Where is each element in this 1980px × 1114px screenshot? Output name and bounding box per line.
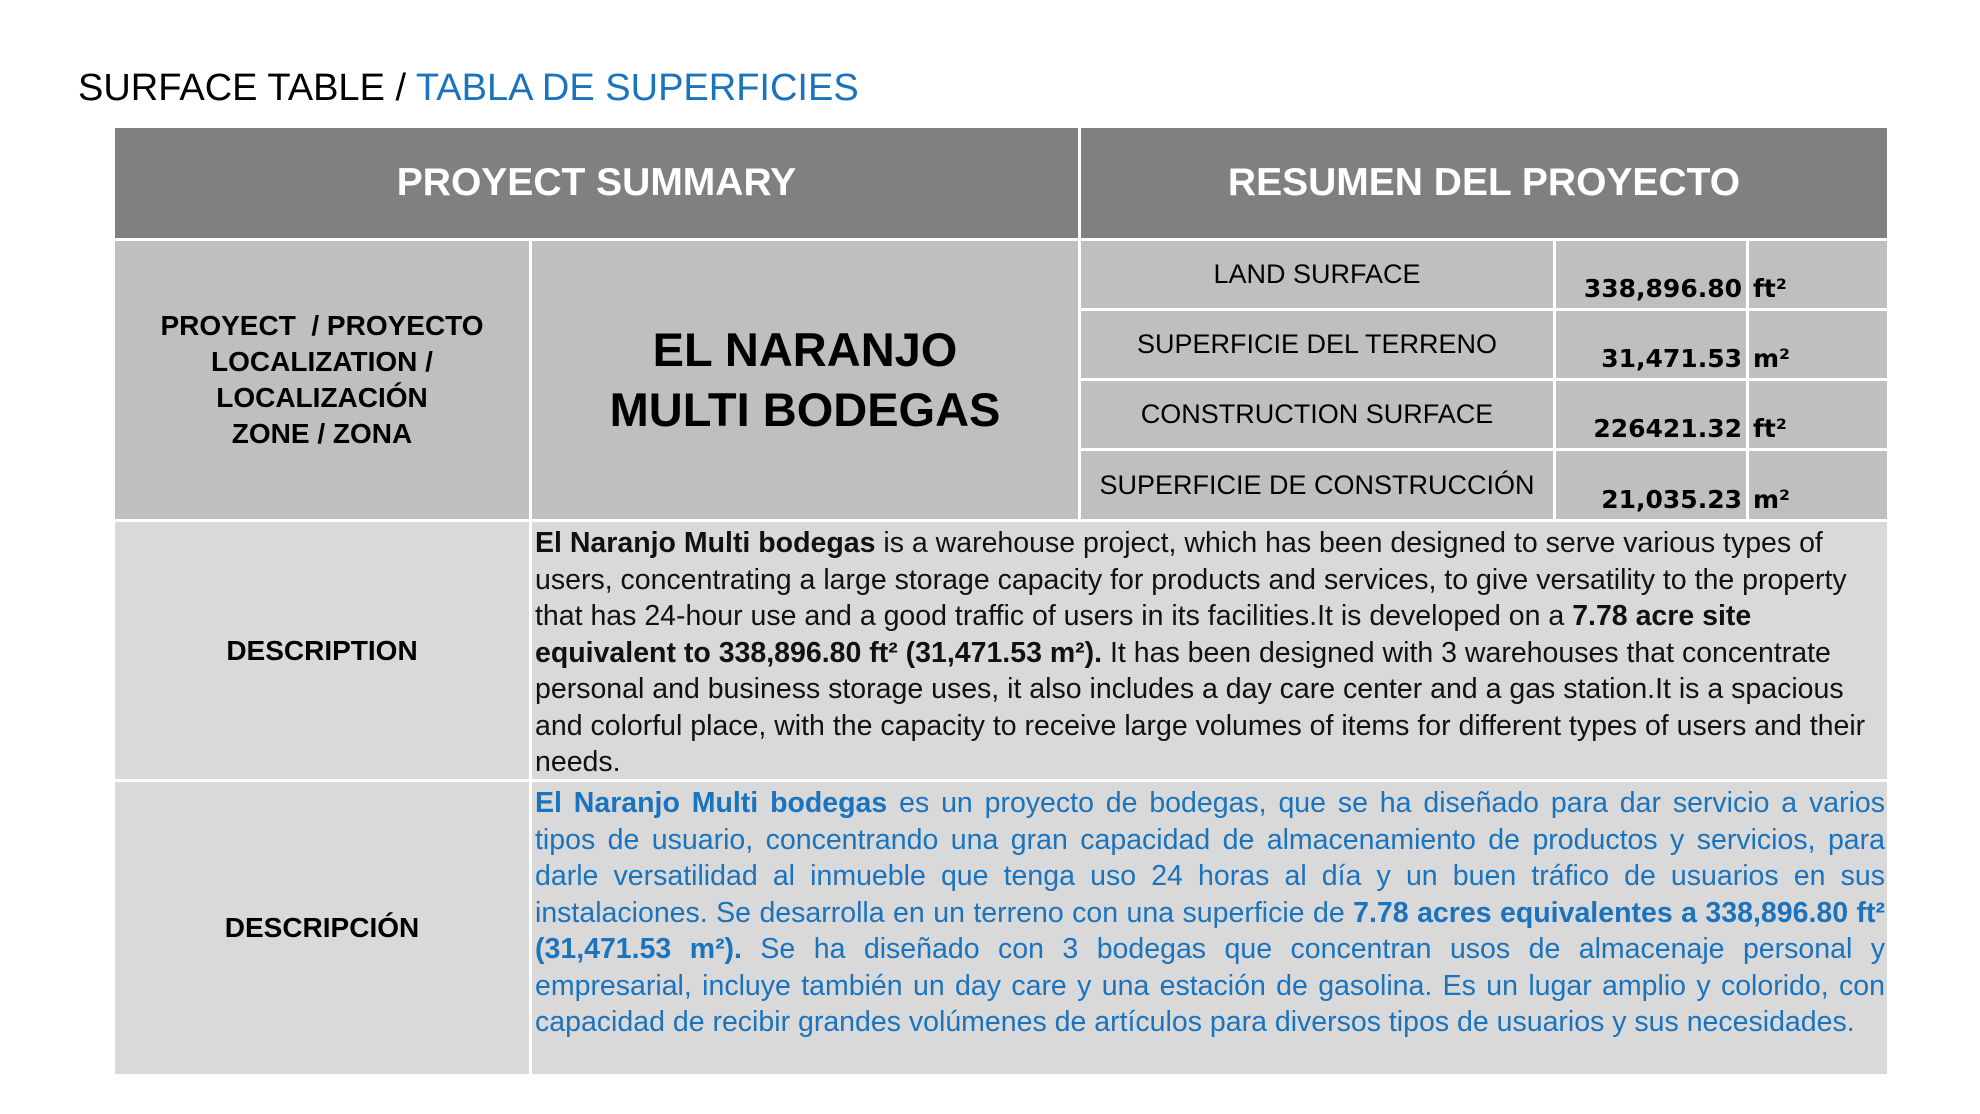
descripcion-text-cell [532,782,1887,1074]
description-label-cell [115,522,529,779]
surface-value-cell [1556,311,1746,378]
header-right-label: RESUMEN DEL PROYECTO [1227,161,1741,204]
descripcion-site-area: 7.78 acres equivalentes a 338,896.80 ft² (31,471.53 m²). [535,896,1885,965]
surface-value: 21,035.23 [1601,485,1742,514]
project-label-line: ZONE / ZONA [231,417,413,449]
surface-label: SUPERFICIE DE CONSTRUCCIÓN [1099,469,1535,500]
surface-label-cell [1081,311,1553,378]
title-english: SURFACE TABLE / [78,67,416,109]
header-left-label: PROYECT SUMMARY [396,161,797,204]
project-label-line: LOCALIZATION / [211,346,433,378]
description-text-cell [532,522,1887,779]
surface-label: SUPERFICIE DEL TERRENO [1136,329,1498,359]
description-site-area: 7.78 acre site equivalent to 338,896.80 ft² (31,471.53 m²). [535,600,1752,669]
description-project-name: El Naranjo Multi bodegas [535,527,876,559]
project-label-line: LOCALIZACIÓN [216,382,428,413]
project-name-cell [532,241,1078,519]
title-spanish: TABLA DE SUPERFICIES [415,67,859,109]
surface-unit-cell [1749,451,1887,519]
project-label-cell [115,241,529,519]
description-text-part: is a warehouse project, which has been designed to serve various types of users, concentrating a large storage capacity for products and services, to give versatility to the property that has 24-hour use and a good traffic of users in its facilities.It is developed on a [535,527,1847,632]
surface-value: 226421.32 [1593,414,1742,443]
surface-unit: m² [1753,344,1790,373]
header-resumen-del-proyecto [1081,128,1887,238]
project-label-line: PROYECT / PROYECTO [160,310,484,342]
surface-value-cell [1556,381,1746,448]
surface-label-cell [1081,381,1553,448]
surface-label-cell [1081,451,1553,519]
description-label: DESCRIPTION [226,634,418,666]
surface-value-cell [1556,451,1746,519]
surface-unit-cell [1749,311,1887,378]
descripcion-label-cell [115,782,529,1074]
surface-unit: ft² [1753,274,1787,303]
surface-label: CONSTRUCTION SURFACE [1140,399,1494,429]
surface-value: 31,471.53 [1601,344,1742,373]
header-proyect-summary [115,128,1078,238]
surface-label-cell [1081,241,1553,308]
project-name-line: EL NARANJO [652,323,958,377]
surface-value: 338,896.80 [1583,274,1742,303]
page-title [78,66,859,112]
descripcion-text-part: Se ha diseñado con 3 bodegas que concentran usos de almacenaje personal y empresarial, incluye también un day care y una estación de gasolina. Es un lugar amplio y colorido, con capacidad de recibir grandes volúmenes de artículos para diversos tipos de usuarios y sus necesidades. [535,933,1885,1038]
surface-value-cell [1556,241,1746,308]
surface-label: LAND SURFACE [1213,259,1421,289]
surface-unit-cell [1749,381,1887,448]
project-name-line: MULTI BODEGAS [609,383,1001,436]
surface-unit: ft² [1753,414,1787,443]
description-text-part: It has been designed with 3 warehouses that concentrate personal and business storage uses, it also includes a day care center and a gas station.It is a spacious and colorful place, with the capacity to receive large volumes of items for different types of users and their needs. [535,636,1866,778]
descripcion-label: DESCRIPCIÓN [224,912,420,943]
descripcion-text-part: es un proyecto de bodegas, que se ha diseñado para dar servicio a varios tipos de usuario, concentrando una gran capacidad de almacenamiento de productos y servicios, para darle versatilidad al inmueble que tenga uso 24 horas al día y un buen tráfico de usuarios en sus instalaciones. Se desarrolla en un terreno con una superficie de [535,787,1885,929]
descripcion-project-name: El Naranjo Multi bodegas [535,787,888,819]
surface-unit: m² [1753,485,1790,514]
surface-unit-cell [1749,241,1887,308]
